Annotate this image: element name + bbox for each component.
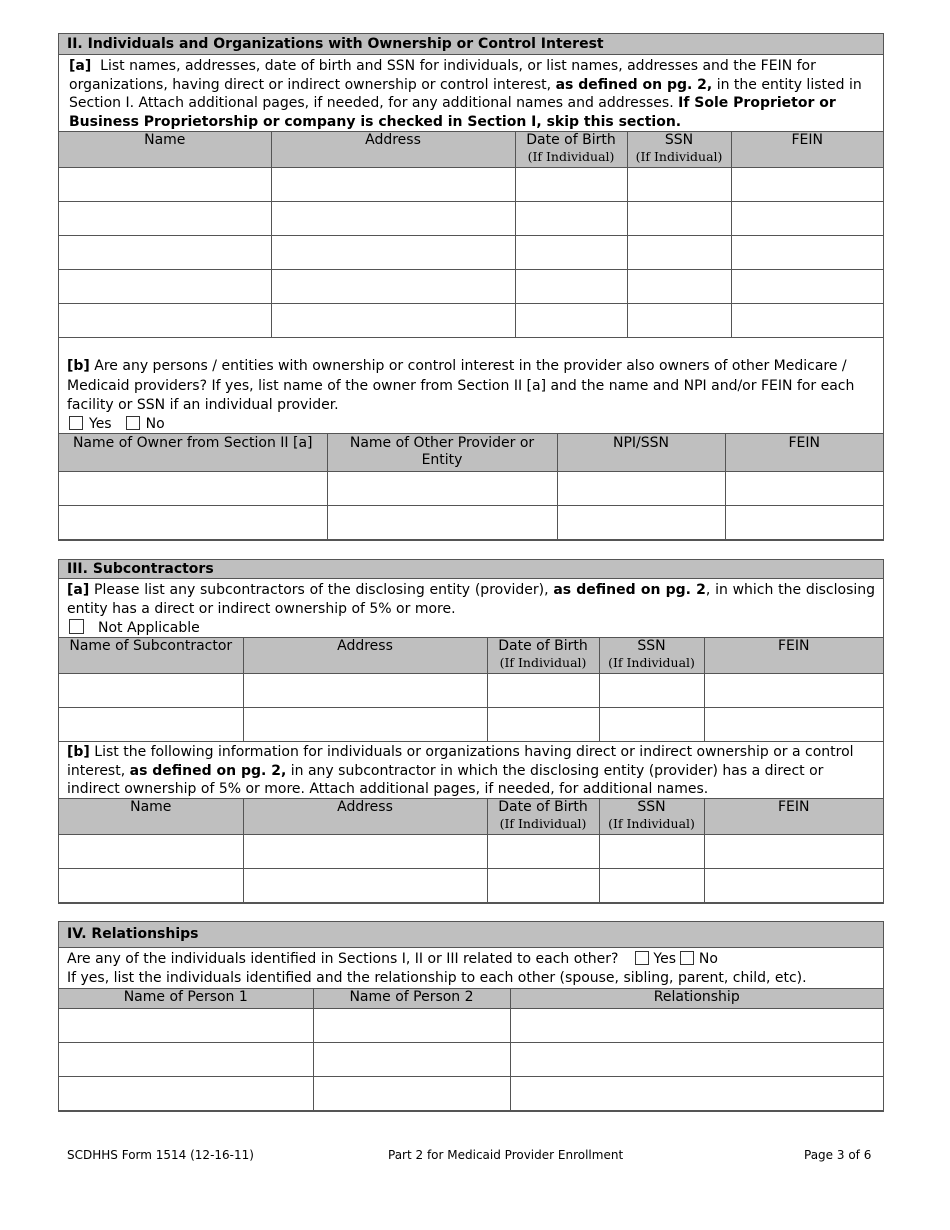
subcontractor-owners-table (59, 798, 883, 903)
col-person-2: Name of Person 2 (313, 989, 510, 1009)
section-ownership (58, 33, 884, 541)
section-iii-b-bold1: as defined on pg. 2, (129, 762, 287, 779)
section-iii-b-text1: List the following information for individuals or organizations having direct or indirect ownership or a control interest, (67, 744, 854, 779)
section-iii-b-label: [b] (67, 744, 90, 760)
section-iv-question-row: Are any of the individuals identified in Sections I, II or III related to each other? Yes No If yes, list the individuals identified and the relationship to each other (spouse, sibling, parent, child, etc). (67, 951, 807, 986)
section-ii-b-instructions (59, 338, 883, 416)
section-ii-a-text1: List names, addresses, date of birth and SSN for individuals, or list names, addresses and the FEIN for organizations, having direct or indirect ownership or control interest, (69, 58, 816, 93)
col-name: Name (59, 132, 271, 168)
yes-checkbox[interactable] (635, 951, 649, 965)
table-row (59, 304, 883, 338)
section-ii-a-label: [a] (69, 58, 92, 74)
table-row (59, 270, 883, 304)
footer-page-number: Page 3 of 6 (804, 1148, 872, 1162)
section-ii-b-yes-no: Yes No (59, 416, 883, 433)
col-npi-ssn: NPI/SSN (557, 433, 725, 471)
col-dob: Date of Birth (If Individual) (487, 638, 599, 674)
table-row (59, 505, 883, 539)
section-iii-b-instructions (59, 742, 883, 798)
table-row (59, 708, 883, 742)
section-ii-a-text2: in the entity listed in Section I. Attach additional pages, if needed, for any additional names and addresses. (69, 76, 862, 111)
ownership-table (59, 131, 883, 338)
section-subcontractors (58, 559, 884, 904)
col-fein: FEIN (725, 433, 883, 471)
table-row (59, 471, 883, 505)
other-providers-table (59, 433, 883, 540)
section-iii-a-instructions (59, 579, 883, 619)
col-owner-name: Name of Owner from Section II [a] (59, 433, 327, 471)
col-relationship: Relationship (510, 989, 883, 1009)
not-applicable-row: Not Applicable (59, 619, 883, 637)
section-ii-a-bold2: If Sole Proprietor or Business Proprietorship or company is checked in Section I, skip this section. (69, 95, 836, 130)
section-iii-b-text2: in any subcontractor in which the disclosing entity (provider) has a direct or indirect ownership of 5% or more. Attach additional pages, if needed, for additional names. (67, 762, 824, 797)
section-iii-a-label: [a] (67, 582, 90, 598)
table-row (59, 835, 883, 869)
section-iv-title: IV. Relationships (59, 922, 883, 948)
section-iv-question: Are any of the individuals identified in Sections I, II or III related to each other? (67, 951, 619, 967)
col-address: Address (271, 132, 515, 168)
section-iv-instruction: If yes, list the individuals identified and the relationship to each other (spouse, sibling, parent, child, etc). (67, 970, 807, 986)
section-relationships (58, 921, 884, 1112)
yes-checkbox[interactable] (69, 416, 83, 430)
table-row (59, 1043, 883, 1077)
col-ssn: SSN (If Individual) (627, 132, 731, 168)
col-dob: Date of Birth (If Individual) (487, 799, 599, 835)
col-subcontractor-name: Name of Subcontractor (59, 638, 243, 674)
table-row (59, 236, 883, 270)
table-row (59, 202, 883, 236)
subcontractor-table (59, 637, 883, 742)
no-checkbox[interactable] (680, 951, 694, 965)
table-row (59, 869, 883, 903)
section-iii-title: III. Subcontractors (59, 560, 883, 579)
col-other-provider: Name of Other Provider or Entity (327, 433, 557, 471)
col-dob: Date of Birth (If Individual) (515, 132, 627, 168)
relationships-table (59, 988, 883, 1111)
col-ssn: SSN (If Individual) (599, 799, 704, 835)
col-fein: FEIN (704, 799, 883, 835)
col-fein: FEIN (731, 132, 883, 168)
section-iii-a-bold1: as defined on pg. 2 (553, 582, 706, 598)
table-row (59, 168, 883, 202)
no-checkbox[interactable] (126, 416, 140, 430)
section-iii-a-text1: Please list any subcontractors of the disclosing entity (provider), (94, 582, 549, 598)
table-row (59, 1077, 883, 1111)
section-ii-title: II. Individuals and Organizations with Ownership or Control Interest (59, 34, 883, 55)
section-ii-a-instructions (59, 55, 883, 131)
col-address: Address (243, 799, 487, 835)
section-ii-b-label: [b] (67, 358, 90, 374)
table-row (59, 674, 883, 708)
col-fein: FEIN (704, 638, 883, 674)
section-ii-b-text: Are any persons / entities with ownership or control interest in the provider also owners of other Medicare / Medicaid providers? If yes, list name of the owner from Section II [a] and the name and NPI and/or FEIN for each facility or SSN if an individual provider. (67, 358, 855, 413)
section-iii-a-text2: , in which the disclosing entity has a direct or indirect ownership of 5% or more. (67, 582, 876, 617)
footer-form-id: SCDHHS Form 1514 (12-16-11) (67, 1148, 254, 1162)
col-ssn: SSN (If Individual) (599, 638, 704, 674)
footer-center: Part 2 for Medicaid Provider Enrollment (388, 1148, 624, 1162)
not-applicable-checkbox[interactable] (69, 619, 84, 634)
section-ii-a-bold1: as defined on pg. 2, (555, 76, 713, 93)
col-person-1: Name of Person 1 (59, 989, 313, 1009)
col-address: Address (243, 638, 487, 674)
col-name: Name (59, 799, 243, 835)
table-row (59, 1009, 883, 1043)
